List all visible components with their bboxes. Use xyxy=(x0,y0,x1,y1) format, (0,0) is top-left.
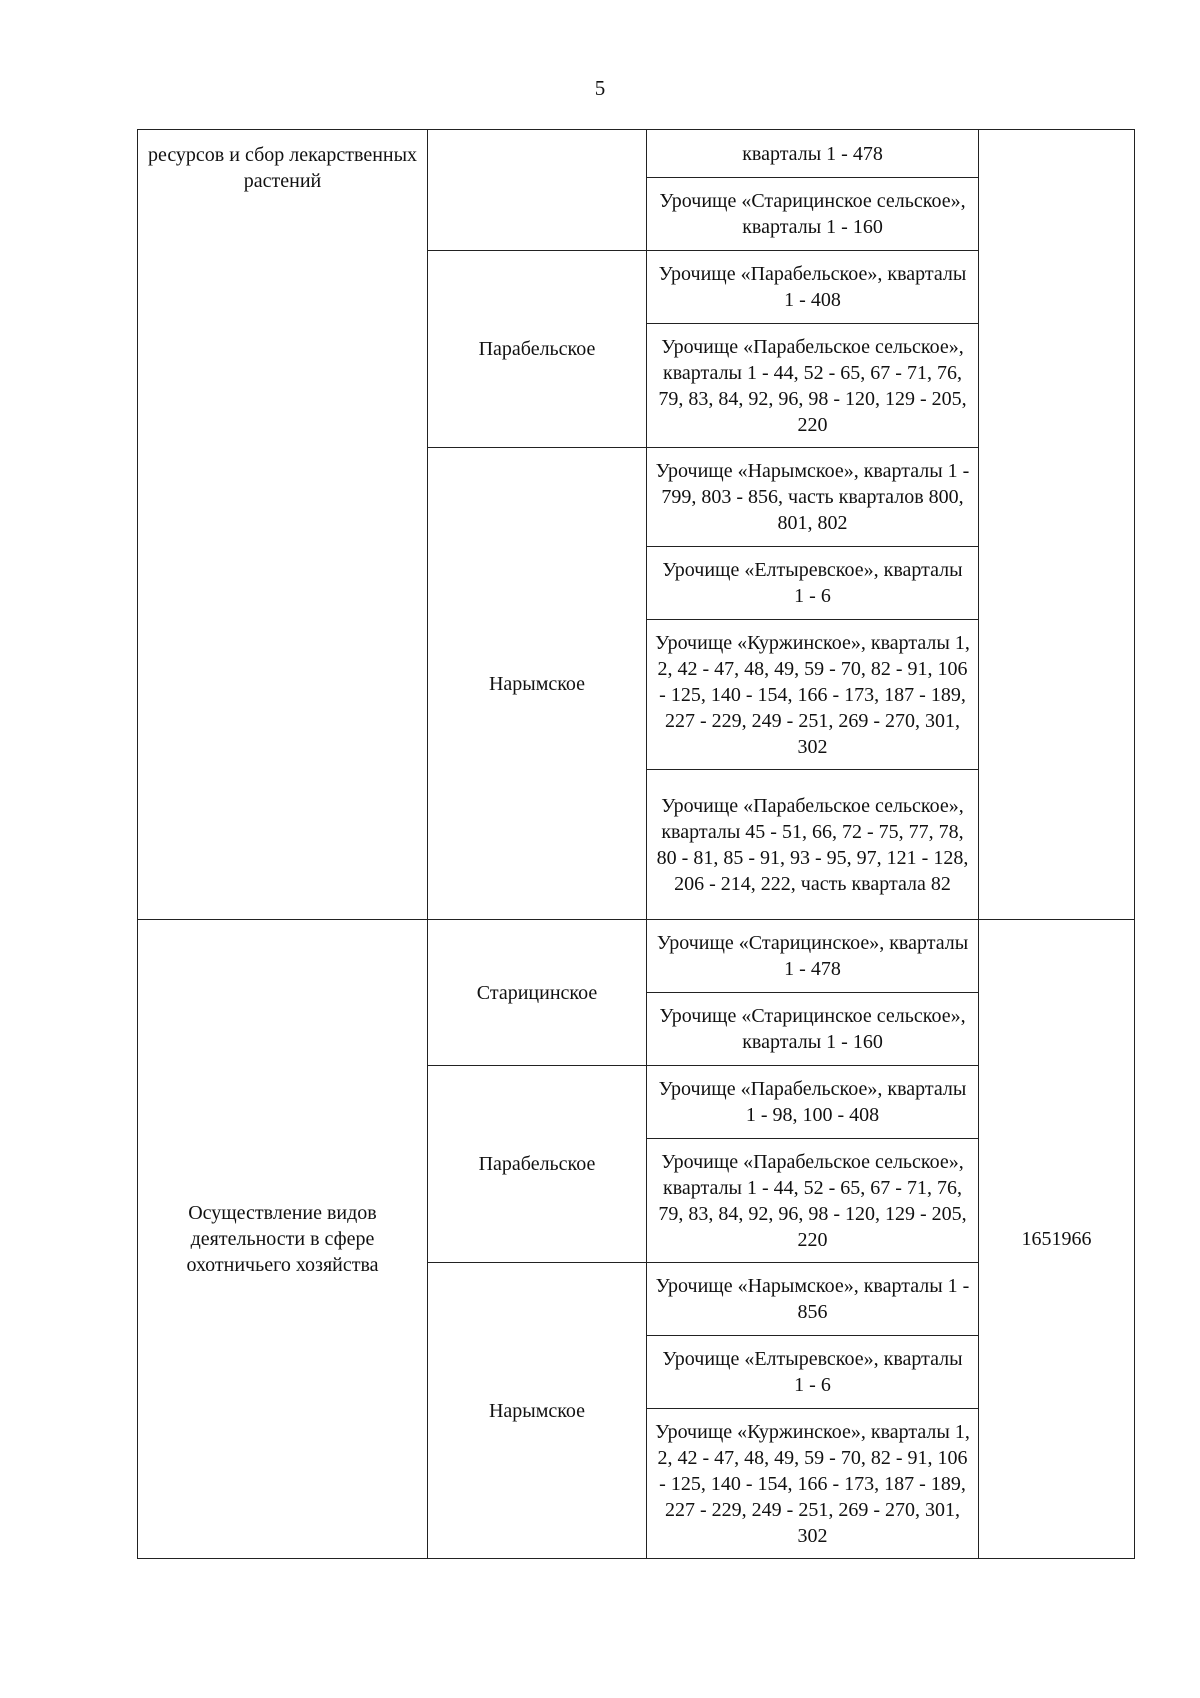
tract-cell: Урочище «Куржинское», кварталы 1, 2, 42 - 47, 48, 49, 59 - 70, 82 - 91, 106 - 125, 140 - 154, 166 - 173, 187 - 189, 227 - 229, 249 - 251, 269 - 270, 301, 302 xyxy=(647,1409,979,1559)
tract-cell: Урочище «Нарымское», кварталы 1 - 856 xyxy=(647,1263,979,1336)
area-cell xyxy=(979,130,1135,920)
tract-cell: Урочище «Парабельское сельское», кварталы 45 - 51, 66, 72 - 75, 77, 78, 80 - 81, 85 - 91, 93 - 95, 97, 121 - 128, 206 - 214, 222, часть квартала 82 xyxy=(647,770,979,920)
activity-cell: Осуществление видов деятельности в сфере охотничьего хозяйства xyxy=(138,920,428,1559)
forestry-cell xyxy=(428,130,647,251)
tract-cell: Урочище «Парабельское сельское», кварталы 1 - 44, 52 - 65, 67 - 71, 76, 79, 83, 84, 92, 96, 98 - 120, 129 - 205, 220 xyxy=(647,324,979,448)
page-number: 5 xyxy=(594,76,606,100)
forestry-cell: Парабельское xyxy=(428,251,647,448)
tract-cell: Урочище «Парабельское сельское», кварталы 1 - 44, 52 - 65, 67 - 71, 76, 79, 83, 84, 92, 96, 98 - 120, 129 - 205, 220 xyxy=(647,1139,979,1263)
tract-cell: Урочище «Парабельское», кварталы 1 - 98, 100 - 408 xyxy=(647,1066,979,1139)
tract-cell: Урочище «Старицинское сельское», кварталы 1 - 160 xyxy=(647,993,979,1066)
tract-cell: Урочище «Елтыревское», кварталы 1 - 6 xyxy=(647,1336,979,1409)
tract-cell: кварталы 1 - 478 xyxy=(647,130,979,178)
tract-cell: Урочище «Старицинское», кварталы 1 - 478 xyxy=(647,920,979,993)
area-cell: 1651966 xyxy=(979,920,1135,1559)
forestry-cell: Парабельское xyxy=(428,1066,647,1263)
table-body xyxy=(138,130,1135,1559)
forestry-cell: Нарымское xyxy=(428,1263,647,1559)
forestry-cell: Нарымское xyxy=(428,448,647,920)
forestry-cell: Старицинское xyxy=(428,920,647,1066)
tract-cell: Урочище «Старицинское сельское», кварталы 1 - 160 xyxy=(647,178,979,251)
allotment-table xyxy=(137,129,1135,1559)
table-row xyxy=(138,130,1135,178)
table-row xyxy=(138,920,1135,993)
tract-cell: Урочище «Куржинское», кварталы 1, 2, 42 - 47, 48, 49, 59 - 70, 82 - 91, 106 - 125, 140 - 154, 166 - 173, 187 - 189, 227 - 229, 249 - 251, 269 - 270, 301, 302 xyxy=(647,620,979,770)
tract-cell: Урочище «Елтыревское», кварталы 1 - 6 xyxy=(647,547,979,620)
tract-cell: Урочище «Парабельское», кварталы 1 - 408 xyxy=(647,251,979,324)
tract-cell: Урочище «Нарымское», кварталы 1 - 799, 803 - 856, часть кварталов 800, 801, 802 xyxy=(647,448,979,547)
activity-cell: ресурсов и сбор лекарственных растений xyxy=(138,130,428,920)
